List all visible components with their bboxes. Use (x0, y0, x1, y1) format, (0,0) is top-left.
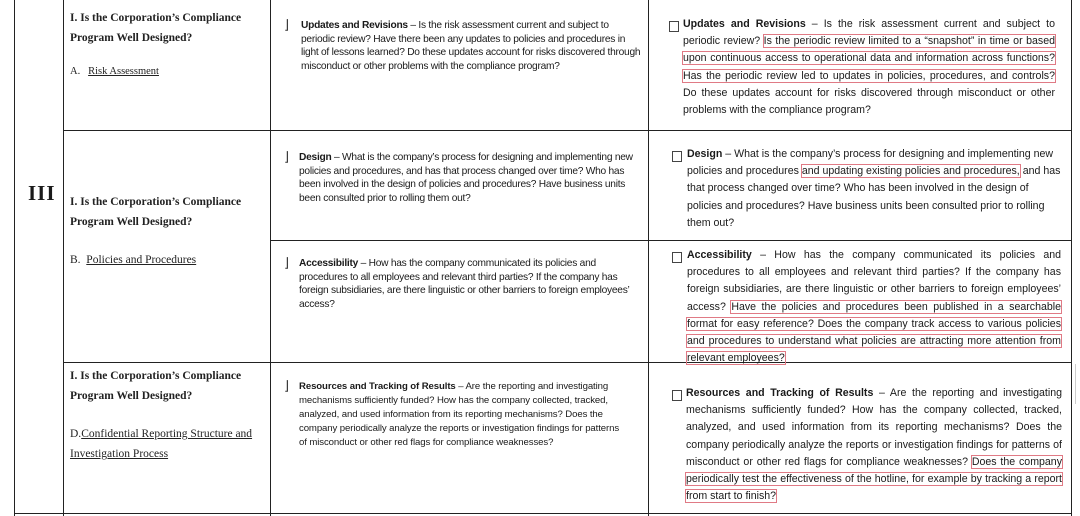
right-cell-text (687, 247, 1061, 367)
cell-body: – What is the company’s process for designing and implementing new policies and procedures, and has that process changed over time? Who has been involved in the design of policies and procedures? Have business units been consulted prior to rolling them out? (299, 152, 633, 204)
row-divider-4 (14, 513, 1071, 514)
table-column-divider-1 (63, 0, 64, 516)
section-sub-label: Confidential Reporting Structure and Investigation Process (70, 428, 253, 460)
cell-body: and has that process changed over time? Who has been involved in the design of policies and procedures? Have business units been consulted prior to rolling them out? (687, 165, 1061, 229)
checkbox-marker (669, 21, 679, 32)
table-border-right (1071, 0, 1072, 516)
checkbox-marker (672, 151, 682, 162)
cell-body: – How has the company communicated its policies and procedures to all employees and relevant third parties? If the company has foreign subsidiaries, are there linguistic or other barriers to foreign employees’ access? (687, 249, 1061, 313)
left-cell-text (301, 19, 641, 73)
cell-body: Do these updates account for risks discovered through misconduct or other problems with the compliance program? (683, 86, 1055, 117)
section-sub-label: Policies and Procedures (86, 254, 197, 266)
cell-heading: Design (299, 152, 332, 163)
left-cell-text (299, 380, 629, 450)
cell-body: – What is the company’s process for designing and implementing new policies and procedures (687, 148, 1054, 178)
section-title: I. Is the Corporation’s Compliance Program Well Designed? (70, 196, 242, 228)
cell-body: – Are the reporting and investigating mechanisms sufficiently funded? How has the company collected, tracked, analyzed, and used information from its reporting mechanisms? Does the company periodically analyze the reports or investigation findings for patterns of misconduct or other red flags for compliance weaknesses? (299, 381, 620, 448)
section-subheading (70, 424, 260, 464)
cell-body: – How has the company communicated its policies and procedures to all employees and relevant third parties? If the company has foreign subsidiaries, are there linguistic or other barriers to foreign employees’ access? (299, 258, 630, 310)
cell-heading: Updates and Revisions (301, 20, 408, 31)
cell-heading: Accessibility (687, 249, 752, 261)
cell-body: – Is the risk assessment current and subject to periodic review? (683, 18, 1055, 48)
highlighted-revision: Is the periodic review limited to a “snapshot” in time or based upon continuous access to operational data and information across functions? Has the periodic review led to updates in policies, procedures, and controls? (683, 35, 1055, 82)
right-cell-text (687, 146, 1061, 232)
bracket-marker: ⌋ (284, 255, 290, 270)
bracket-marker: ⌋ (284, 17, 290, 32)
page-edge-mark (1075, 364, 1080, 404)
cell-body: – Are the reporting and investigating mechanisms sufficiently funded? How has the company collected, tracked, analyzed, and used information from its reporting mechanisms? Does the company periodically analyze the reports or investigation findings for patterns of misconduct or other red flags for compliance weaknesses? (686, 387, 1062, 468)
cell-heading: Resources and Tracking of Results (299, 381, 456, 392)
highlighted-revision: Have the policies and procedures been published in a searchable format for easy reference? Does the company track access to various policies and procedures to understand what policies are attracting more attention from relevant employees? (687, 300, 1061, 365)
section-sub-label: Risk Assessment (88, 66, 159, 77)
section-roman-numeral: III (28, 181, 56, 205)
left-cell-text (299, 151, 639, 205)
cell-heading: Resources and Tracking of Results (686, 387, 874, 399)
section-title: I. Is the Corporation’s Compliance Program Well Designed? (70, 370, 242, 402)
section-sub-prefix: D. (70, 428, 82, 440)
row-divider-2 (270, 240, 1071, 241)
checkbox-marker (672, 390, 682, 401)
highlighted-revision: Does the company periodically test the effectiveness of the hotline, for example by tracking a report from start to finish? (686, 455, 1062, 503)
section-sub-prefix: A. (70, 66, 81, 77)
cell-heading: Accessibility (299, 258, 359, 269)
table-column-divider-3 (648, 0, 649, 516)
bracket-marker: ⌋ (284, 378, 290, 393)
right-cell-text (686, 385, 1062, 505)
checkbox-marker (672, 252, 682, 263)
table-border-left (14, 0, 15, 516)
row-divider-1 (63, 130, 1071, 131)
section-subheading (70, 250, 196, 270)
cell-heading: Design (687, 148, 723, 160)
cell-body: – Is the risk assessment current and subject to periodic review? Have there been any updates to policies and procedures in light of lessons learned? Do these updates account for risks discovered through misconduct or other problems with the compliance program? (301, 20, 641, 72)
section-title: I. Is the Corporation’s Compliance Program Well Designed? (70, 12, 242, 44)
cell-heading: Updates and Revisions (683, 18, 806, 30)
bracket-marker: ⌋ (284, 149, 290, 164)
right-cell-text (683, 16, 1055, 119)
table-column-divider-2 (270, 0, 271, 516)
highlighted-revision: and updating existing policies and procedures, (801, 165, 1020, 178)
section-subheading (70, 62, 159, 82)
section-sub-prefix: B. (70, 254, 81, 266)
left-cell-text (299, 257, 643, 311)
